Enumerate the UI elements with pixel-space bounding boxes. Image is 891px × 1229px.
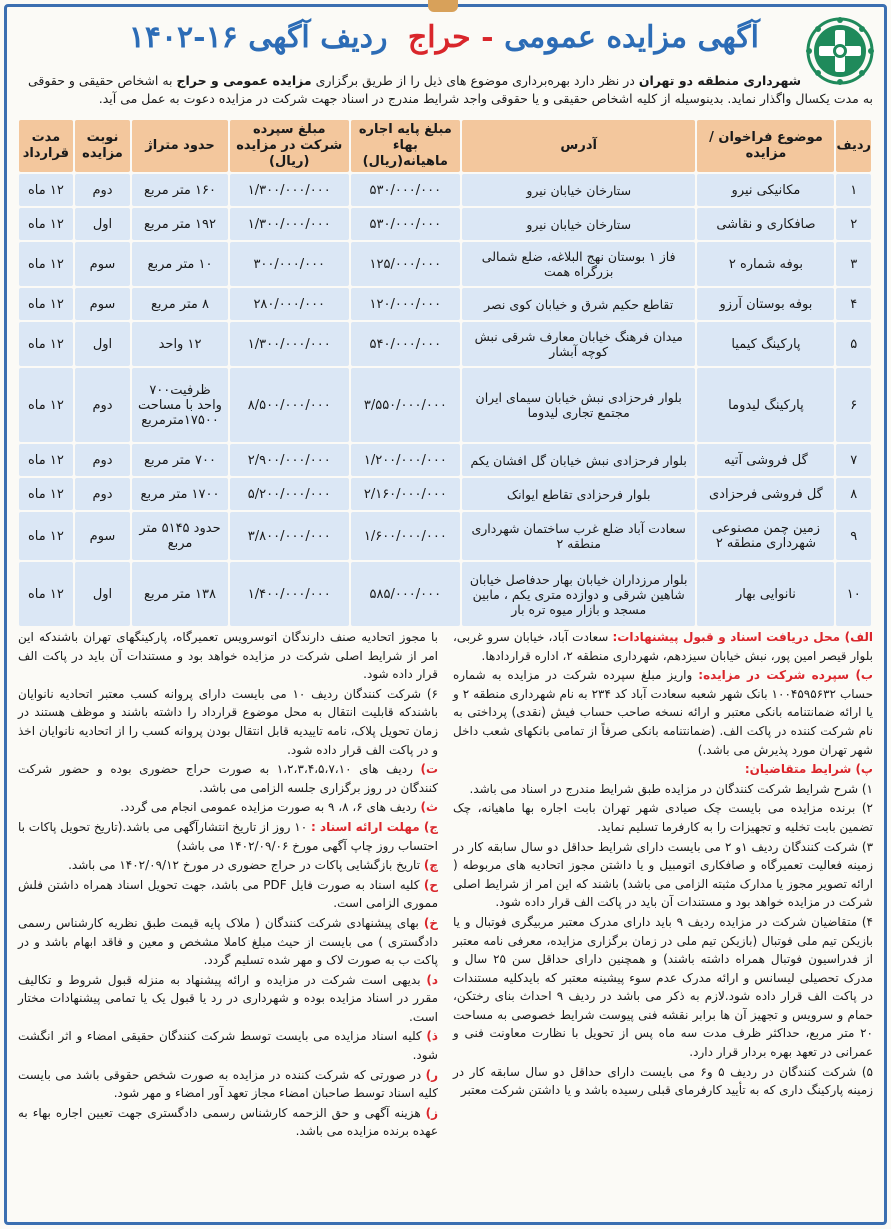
cell-row-number: ۵ [836,322,871,366]
title-auction: - حراج [407,20,494,55]
cell-row-number: ۲ [836,208,871,240]
term-item-6: ۶) شرکت کنندگان ردیف ۱۰ می بایست دارای پروانه کسب معتبر اتحادیه نانوایان باشندکه قابلیت انتقال به محل موضوع قرارداد را داشته باشند و موظف هستند در زمان تحویل پلاک، نامه تاییدیه قابل انتقال بودن پروانه کسب را از اتحادیه نانوایان اخذ و در پاکت الف قرار داده شود. [18,686,438,757]
cell-area: ۱۶۰ متر مربع [132,174,228,206]
cell-address: ستارخان خیابان نیرو [462,174,695,206]
cell-row-number: ۹ [836,512,871,560]
table-row [19,242,871,286]
cell-subject: صافکاری و نقاشی [697,208,834,240]
cell-area: ۸ متر مربع [132,288,228,320]
cell-base-price: ۱/۶۰۰/۰۰۰/۰۰۰ [351,512,460,560]
table-header-row [19,120,871,172]
header [12,14,879,74]
top-tab-decoration [428,0,458,12]
cell-duration: ۱۲ ماه [19,242,73,286]
cell-address: فاز ۱ بوستان نهج البلاغه، ضلع شمالی بزرگراه همت [462,242,695,286]
cell-area: ۱۰ متر مربع [132,242,228,286]
term-jim: ج) مهلت ارائه اسناد : ۱۰ روز از تاریخ انتشارآگهی می باشد.(تاریخ تحویل پاکات با احتساب روز چاپ آگهی مورخ ۱۴۰۲/۰۹/۰۶ می باشد) [18,819,438,853]
intro-text-b: به اشخاص حقیقی و حقوقی [28,73,177,88]
term-pe-item-1: ۱) شرح شرایط شرکت کنندگان در مزایده طبق شرایط مندرج در اسناد می باشد. [469,781,873,796]
cell-turn: دوم [75,174,130,206]
table-row [19,478,871,510]
intro-line-1 [18,72,801,90]
cell-address: بلوار فرحزادی تقاطع ایوانک [462,478,695,510]
intro-text-a: در نظر دارد بهره‌برداری موضوع های ذیل را از طریق برگزاری [311,73,639,88]
cell-subject: زمین چمن مصنوعی شهرداری منطقه ۲ [697,512,834,560]
cell-subject: نانوایی بهار [697,562,834,626]
cell-row-number: ۴ [836,288,871,320]
term-alef: الف) محل دریافت اسناد و قبول پیشنهادات: سعادت آباد، خیابان سرو غربی، بلوار قیصر امین پور، نبش خیابان سیزدهم، شهرداری منطقه ۲، اداره قراردادها. [453,630,873,663]
table-row [19,208,871,240]
tehran-municipality-logo-icon [805,16,875,86]
cell-base-price: ۲/۱۶۰/۰۰۰/۰۰۰ [351,478,460,510]
header-base-price: مبلغ پایه اجاره بهاء ماهیانه(ریال) [351,120,460,172]
cell-duration: ۱۲ ماه [19,208,73,240]
cell-duration: ۱۲ ماه [19,368,73,442]
title-main: آگهی مزایده عمومی [504,20,759,55]
cell-turn: دوم [75,444,130,476]
table-row [19,174,871,206]
cell-deposit: ۳/۸۰۰/۰۰۰/۰۰۰ [230,512,349,560]
terms-right-column [453,628,873,1101]
term-te: ت) ردیف های ۱،۲،۳،۴،۵،۷،۱۰ به صورت حراج حضوری بوده و حضور شرکت کنندگان در روز برگزاری جلسه الزامی می باشد. [18,762,438,795]
cell-deposit: ۱/۳۰۰/۰۰۰/۰۰۰ [230,174,349,206]
term-se: ث) ردیف های ۶، ۸، ۹ به صورت مزایده عمومی انجام می گردد. [120,800,438,815]
term-khe: خ) بهای پیشنهادی شرکت کنندگان ( ملاک پایه قیمت طبق نظریه کارشناس رسمی دادگستری ) می بایست از حیث مبلغ کاملا مشخص و معین و فاقد ابهام باشد و در پاکت ب به صورت لاک و مهر شده تسلیم گردد. [18,915,438,968]
term-ze: ز) هزینه آگهی و حق الزحمه کارشناس رسمی دادگستری جهت تعیین اجاره بهاء به عهده برنده مزایده می باشد. [18,1105,438,1139]
cell-duration: ۱۲ ماه [19,174,73,206]
term-re: ر) در صورتی که شرکت کننده در مزایده به صورت شخص حقوقی باشد می بایست کلیه اسناد توسط صاحبان امضاء مجاز تعهد آور امضاء و مهر شود. [18,1067,438,1101]
term-dal: د) بدیهی است شرکت در مزایده و ارائه پیشنهاد به منزله قبول شروط و تکالیف مقرر در اسناد مزایده بوده و شهرداری در رد یا قبول یک یا تمامی پیشنهادات مختار است. [18,972,438,1024]
cell-deposit: ۵/۲۰۰/۰۰۰/۰۰۰ [230,478,349,510]
cell-address: بلوار مرزداران خیابان بهار حدفاصل خیابان شاهین شرقی و دوازده متری یکم ، مابین مسجد و بازار میوه تره بار [462,562,695,626]
title-ad-number: ردیف آگهی ۱۶-۱۴۰۲ [128,20,388,55]
cell-area: ۱۹۲ متر مربع [132,208,228,240]
cell-duration: ۱۲ ماه [19,444,73,476]
cell-address: بلوار فرحزادی نبش خیابان گل افشان یکم [462,444,695,476]
cell-turn: دوم [75,368,130,442]
cell-deposit: ۱/۳۰۰/۰۰۰/۰۰۰ [230,208,349,240]
intro-municipality: شهرداری منطقه دو تهران [638,73,801,88]
cell-duration: ۱۲ ماه [19,288,73,320]
cell-subject: پارکینگ لیدوما [697,368,834,442]
cell-base-price: ۱/۲۰۰/۰۰۰/۰۰۰ [351,444,460,476]
term-pe-item-2: ۲) برنده مزایده می بایست چک صیادی شهر تهران بابت اجاره بها ماهیانه، چک تضمین بابت تخلیه و تجهیزات را به کارفرما تسلیم نماید. [453,801,873,834]
intro-auction-type: مزایده عمومی و حراج [176,73,312,88]
cell-turn: دوم [75,478,130,510]
cell-turn: اول [75,322,130,366]
cell-deposit: ۱/۴۰۰/۰۰۰/۰۰۰ [230,562,349,626]
cell-area: ۱۷۰۰ متر مربع [132,478,228,510]
table-row [19,368,871,442]
table-row [19,512,871,560]
cell-turn: سوم [75,242,130,286]
cell-deposit: ۳۰۰/۰۰۰/۰۰۰ [230,242,349,286]
term-che: چ) تاریخ بازگشایی پاکات در حراج حضوری در مورخ ۱۴۰۲/۰۹/۱۲ می باشد. [68,858,438,873]
cell-row-number: ۷ [836,444,871,476]
intro-paragraph [18,72,873,106]
cell-row-number: ۶ [836,368,871,442]
cell-deposit: ۲/۹۰۰/۰۰۰/۰۰۰ [230,444,349,476]
term-pe-item-5: ۵) شرکت کنندگان در ردیف ۵ و۶ می بایست دارای حداقل دو سال سابقه کار در زمینه پارکینگ داری که به تأیید کارفرمای قبلی رسیده باشد و یا داشتن شرکت معتبر [453,1064,873,1098]
cell-address: تقاطع حکیم شرق و خیابان کوی نصر [462,288,695,320]
cell-row-number: ۱۰ [836,562,871,626]
term-zal: ذ) کلیه اسناد مزایده می بایست توسط شرکت کنندگان حقیقی امضاء و اثر انگشت شود. [18,1029,438,1063]
table-row [19,288,871,320]
table-row [19,322,871,366]
terms-left-column [18,628,438,1142]
header-area: حدود متراژ [132,120,228,172]
term-pe-item-4: ۴) متقاضیان شرکت در مزایده ردیف ۹ باید دارای مدرک معتبر مربیگری فوتبال و یا بازیکن تیم ملی فوتبال (بازیکن تیم ملی در زمان برگزاری مزایده، معرفی نامه معتبر از فدراسیون فوتبال همراه داشته باشند) و همچنین دارای حداقل سن ۲۵ سال و مدرک تحصیلی لیسانس و ارائه مدرک عدم سوء پیشینه معتبر که بایدکلیه مستندات در پاکت الف قرار داده شود.لازم به ذکر می باشد در ردیف ۹ احداث بنای رختکن، حمام و سرویس و تجهیز آن ها برابر نقشه فنی پیوست شرایط خصوصی به مساحت ۲۰ متر مربع، حداکثر ظرف مدت سه ماه پس از تحویل با نظارت معاونت فنی و عمرانی در تعهد بهره بردار قرار دارد. [453,914,873,1060]
cell-subject: گل فروشی فرحزادی [697,478,834,510]
intro-line-2: به مدت یکسال واگذار نماید. بدینوسیله از کلیه اشخاص حقیقی و یا حقوقی واجد شرایط مندرج در اسناد جهت شرکت در مزایده دعوت به عمل می آید. [98,91,873,106]
cell-row-number: ۸ [836,478,871,510]
cell-row-number: ۱ [836,174,871,206]
table-row [19,444,871,476]
term-he: ح) کلیه اسناد به صورت فایل PDF می باشد، جهت تحویل اسناد همراه داشتن فلش مموری الزامی است. [18,877,438,911]
cell-area: ۷۰۰ متر مربع [132,444,228,476]
cell-area: ۱۳۸ متر مربع [132,562,228,626]
page-title [129,20,759,55]
term-continuation: با مجوز اتحادیه صنف دارندگان اتوسرویس تعمیرگاه، پارکینگهای تهران باشندکه این امر از شرایط اصلی شرکت در مزایده خواهد بود و مستندات آن باید در پاکت الف قرار داده شود. [18,630,438,682]
cell-address: ستارخان خیابان نیرو [462,208,695,240]
cell-area: حدود ۵۱۴۵ متر مربع [132,512,228,560]
header-address: آدرس [462,120,695,172]
cell-base-price: ۱۲۵/۰۰۰/۰۰۰ [351,242,460,286]
cell-subject: مکانیکی نیرو [697,174,834,206]
term-pe: پ) شرایط متقاضیان: [744,762,873,777]
cell-deposit: ۸/۵۰۰/۰۰۰/۰۰۰ [230,368,349,442]
cell-subject: پارکینگ کیمیا [697,322,834,366]
cell-base-price: ۵۴۰/۰۰۰/۰۰۰ [351,322,460,366]
cell-subject: گل فروشی آتیه [697,444,834,476]
cell-address: میدان فرهنگ خیابان معارف شرقی نبش کوچه آبشار [462,322,695,366]
cell-turn: اول [75,562,130,626]
cell-subject: بوفه شماره ۲ [697,242,834,286]
cell-duration: ۱۲ ماه [19,322,73,366]
cell-base-price: ۱۲۰/۰۰۰/۰۰۰ [351,288,460,320]
header-row-number: ردیف [836,120,871,172]
term-pe-item-3: ۳) شرکت کنندگان ردیف ۱و ۲ می بایست دارای شرایط حداقل دو سال سابقه کار در زمینه فعالیت تعمیرگاه و صافکاری اتومبیل و یا داشتن مجوز اتحادیه های مربوطه ( ارائه تصویر مجوز یا مدارک مثبته الزامی می باشد) باشند که این امر از شرایط اصلی شرکت در مزایده خواهد بود و مستندات آن باید در پاکت الف قرار داده شود. [453,839,874,910]
cell-subject: بوفه بوستان آرزو [697,288,834,320]
cell-row-number: ۳ [836,242,871,286]
cell-deposit: ۱/۳۰۰/۰۰۰/۰۰۰ [230,322,349,366]
cell-area: ۱۲ واحد [132,322,228,366]
cell-address: بلوار فرحزادی نبش خیابان سیمای ایران مجتمع تجاری لیدوما [462,368,695,442]
term-be: ب) سپرده شرکت در مزایده: واریز مبلغ سپرده شرکت در مزایده به شماره حساب ۱۰۰۴۵۹۵۶۳۲ بانک شهر شعبه سعادت آباد کد ۲۳۴ به نام شهرداری منطقه ۲ و یا ارائه ضمانتنامه بانکی معتبر و ارائه نسخه صاحب حساب فیش (نقدی) پرداختی به نام شرکت کننده در پاکت الف. (ضمانتنامه بانکی صرفاً از تمامی بانکهای شعب داخل شهر تهران مورد پذیرش می باشد.) [453,668,874,757]
cell-area: ظرفیت۷۰۰ واحد با مساحت ۱۷۵۰۰مترمربع [132,368,228,442]
cell-turn: سوم [75,288,130,320]
cell-address: سعادت آباد ضلع غرب ساختمان شهرداری منطقه ۲ [462,512,695,560]
cell-duration: ۱۲ ماه [19,512,73,560]
header-subject: موضوع فراخوان / مزایده [697,120,834,172]
terms-section [18,628,873,1218]
cell-base-price: ۳/۵۵۰/۰۰۰/۰۰۰ [351,368,460,442]
cell-duration: ۱۲ ماه [19,562,73,626]
cell-base-price: ۵۸۵/۰۰۰/۰۰۰ [351,562,460,626]
cell-base-price: ۵۳۰/۰۰۰/۰۰۰ [351,174,460,206]
header-duration: مدت قرارداد [19,120,73,172]
cell-duration: ۱۲ ماه [19,478,73,510]
cell-base-price: ۵۳۰/۰۰۰/۰۰۰ [351,208,460,240]
table-row [19,562,871,626]
header-turn: نوبت مزایده [75,120,130,172]
cell-turn: اول [75,208,130,240]
auction-table [17,118,873,628]
header-deposit: مبلغ سپرده شرکت در مزایده (ریال) [230,120,349,172]
cell-turn: سوم [75,512,130,560]
cell-deposit: ۲۸۰/۰۰۰/۰۰۰ [230,288,349,320]
